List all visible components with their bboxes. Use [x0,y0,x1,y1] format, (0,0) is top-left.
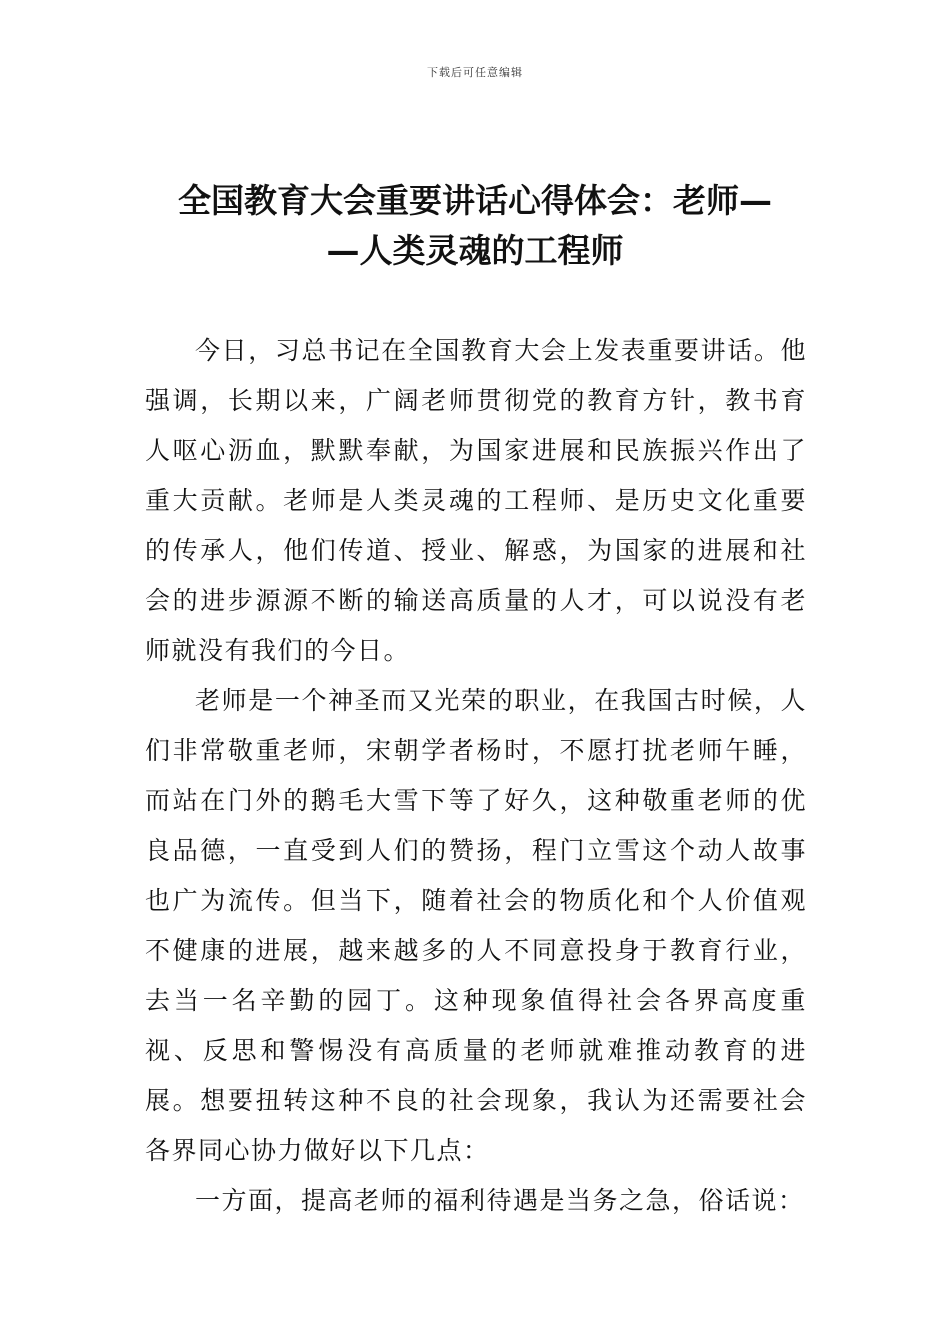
paragraph-3: 一方面，提高老师的福利待遇是当务之急，俗话说： [195,1186,805,1215]
paragraph-1: 今日，习总书记在全国教育大会上发表重要讲话。他强调，长期以来，广阔老师贯彻党的教育方针，教书育人呕心沥血，默默奉献，为国家进展和民族振兴作出了重大贡献。老师是人类灵魂的工程师、是历史文化重要的传承人，他们传道、授业、解惑，为国家的进展和社会的进步源源不断的输送高质量的人才，可以说没有老师就没有我们的今日。 [145,336,807,665]
title-line-2: —人类灵魂的工程师 [326,231,624,270]
document-body [145,326,807,1226]
document-title [150,176,800,276]
header-note: 下载后可任意编辑 [427,66,523,79]
paragraph-2: 老师是一个神圣而又光荣的职业，在我国古时候，人们非常敬重老师，宋朝学者杨时，不愿打扰老师午睡，而站在门外的鹅毛大雪下等了好久，这种敬重老师的优良品德，一直受到人们的赞扬，程门立雪这个动人故事也广为流传。但当下，随着社会的物质化和个人价值观不健康的进展，越来越多的人不同意投身于教育行业，去当一名辛勤的园丁。这种现象值得社会各界高度重视、反思和警惕没有高质量的老师就难推动教育的进展。想要扭转这种不良的社会现象，我认为还需要社会各界同心协力做好以下几点： [145,686,807,1165]
title-line-1: 全国教育大会重要讲话心得体会：老师— [178,181,772,220]
